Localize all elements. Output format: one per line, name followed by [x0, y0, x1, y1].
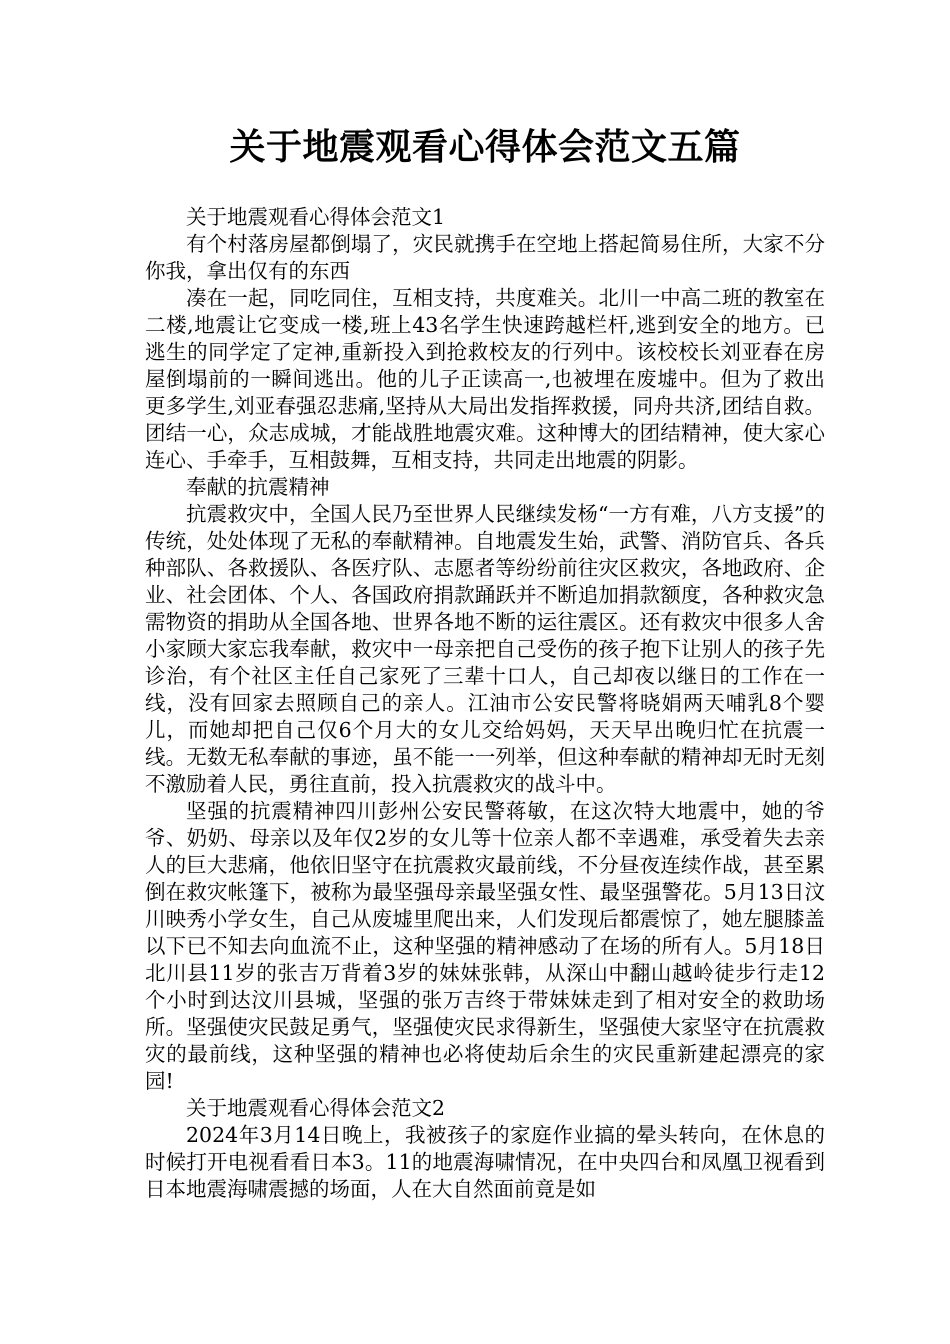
section-heading-1: 关于地震观看心得体会范文1: [186, 205, 446, 229]
paragraph: 有个村落房屋都倒塌了，灾民就携手在空地上搭起简易住所，大家不分你我，拿出仅有的东西: [145, 232, 825, 283]
section-heading-dedication: 奉献的抗震精神: [186, 475, 330, 499]
paragraph: 坚强的抗震精神四川彭州公安民警蒋敏，在这次特大地震中，她的爷爷、奶奶、母亲以及年仅2岁的女儿等十位亲人都不幸遇难，承受着失去亲人的巨大悲痛，他依旧坚守在抗震救灾最前线，不分昼夜连续作战，甚至累倒在救灾帐篷下，被称为最坚强母亲最坚强女性、最坚强警花。5月13日汶川映秀小学女生，自己从废墟里爬出来，人们发现后都震惊了，她左腿膝盖以下已不知去向血流不止，这种坚强的精神感动了在场的所有人。5月18日北川县11岁的张吉万背着3岁的妹妹张韩，从深山中翻山越岭徒步行走12个小时到达汶川县城，坚强的张万吉终于带妹妹走到了相对安全的救助场所。坚强使灾民鼓足勇气，坚强使灾民求得新生，坚强使大家坚守在抗震救灾的最前线，这种坚强的精神也必将使劫后余生的灾民重新建起漂亮的家园!: [145, 799, 825, 1093]
section-heading-2: 关于地震观看心得体会范文2: [186, 1096, 446, 1120]
document-page: [145, 118, 825, 1203]
paragraph: 2024年3月14日晚上，我被孩子的家庭作业搞的晕头转向，在休息的时候打开电视看看日本3。11的地震海啸情况，在中央四台和凤凰卫视看到日本地震海啸震撼的场面，人在大自然面前竟是如: [145, 1123, 825, 1201]
paragraph: 抗震救灾中，全国人民乃至世界人民继续发杨“一方有难，八方支援”的传统，处处体现了无私的奉献精神。自地震发生始，武警、消防官兵、各兵种部队、各救援队、各医疗队、志愿者等纷纷前往灾区救灾，各地政府、企业、社会团体、个人、各国政府捐款踊跃并不断追加捐款额度，各种救灾急需物资的捐助从全国各地、世界各地不断的运往震区。还有救灾中很多人舍小家顾大家忘我奉献，救灾中一母亲把自己受伤的孩子抱下让别人的孩子先诊治，有个社区主任自己家死了三辈十口人，自己却夜以继日的工作在一线，没有回家去照顾自己的亲人。江油市公安民警将晓娟两天哺乳8个婴儿，而她却把自己仅6个月大的女儿交给妈妈，天天早出晚归忙在抗震一线。无数无私奉献的事迹，虽不能一一列举，但这种奉献的精神却无时无刻不激励着人民，勇往直前，投入抗震救灾的战斗中。: [145, 502, 825, 796]
document-title: 关于地震观看心得体会范文五篇: [229, 127, 741, 168]
paragraph: 凑在一起，同吃同住，互相支持，共度难关。北川一中高二班的教室在二楼,地震让它变成一楼,班上43名学生快速跨越栏杆,逃到安全的地方。已逃生的同学定了定神,重新投入到抢救校友的行列中。该校校长刘亚春在房屋倒塌前的一瞬间逃出。他的儿子正读高一,也被埋在废墟中。但为了救出更多学生,刘亚春强忍悲痛,坚持从大局出发指挥救援，同舟共济,团结自救。团结一心，众志成城，才能战胜地震灾难。这种博大的团结精神，使大家心连心、手牵手，互相鼓舞，互相支持，共同走出地震的阴影。: [145, 286, 825, 472]
